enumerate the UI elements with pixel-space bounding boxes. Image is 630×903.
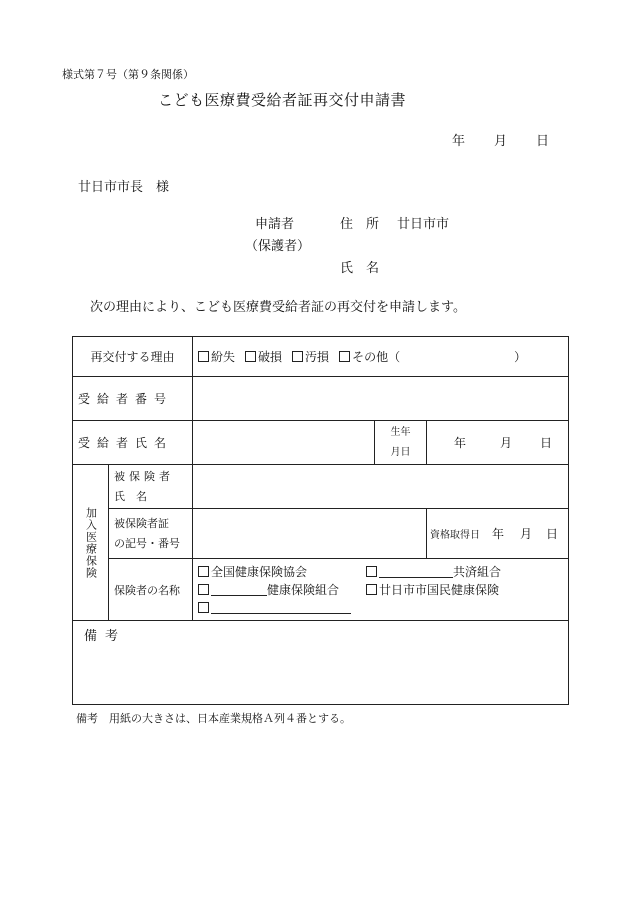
remarks-area[interactable] [73, 621, 569, 705]
insurer-options [193, 559, 569, 621]
insurer-kyokai-label: 全国健康保険協会 [211, 564, 308, 579]
address-label: 住 所 [340, 217, 380, 232]
remarks-label: 備考 [84, 629, 127, 644]
address-value: 廿日市市 [397, 217, 450, 232]
birth-month-label: 月 [500, 436, 513, 450]
insurer-row [73, 559, 569, 621]
checkbox-icon [292, 351, 303, 362]
form-number: 様式第７号（第９条関係） [62, 68, 194, 81]
name-label: 氏 名 [340, 261, 380, 276]
checkbox-icon [198, 602, 209, 613]
recipient-number-input[interactable] [193, 377, 569, 421]
birth-label-line1: 生年 [390, 426, 411, 438]
reason-lost-label: 紛失 [211, 350, 236, 364]
reason-lost-checkbox[interactable] [198, 348, 235, 365]
insured-name-label-line2: 氏 名 [114, 489, 147, 503]
checkbox-icon [198, 351, 209, 362]
date-month-label: 月 [494, 134, 508, 149]
recipient-number-label: 受給者番号 [73, 377, 193, 421]
reason-label: 再交付する理由 [73, 337, 193, 377]
application-date [452, 130, 549, 149]
addressee: 廿日市市長 様 [78, 180, 170, 195]
checkbox-icon [366, 584, 377, 595]
form-title: こども医療費受給者証再交付申請書 [158, 91, 407, 109]
recipient-name-label: 受給者氏名 [73, 421, 193, 465]
qualification-date [427, 509, 569, 559]
qual-day-label: 日 [546, 527, 559, 541]
insurer-other-checkbox[interactable] [198, 601, 351, 615]
insurer-kenpo-checkbox[interactable] [198, 581, 366, 599]
recipient-number-row [73, 377, 569, 421]
footnote: 備考 用紙の大きさは、日本産業規格Ａ列４番とする。 [76, 712, 351, 725]
insured-card-row [73, 509, 569, 559]
reason-damaged-checkbox[interactable] [245, 348, 282, 365]
applicant-label: 申請者 [255, 217, 295, 232]
insured-name-label-line1: 被保険者 [114, 469, 174, 483]
insured-name-row [73, 465, 569, 509]
reason-soiled-label: 汚損 [305, 350, 330, 364]
guardian-label: （保護者） [245, 239, 311, 254]
insured-card-label [109, 509, 193, 559]
insurance-section-label: 加入医療保険 [73, 465, 109, 621]
qual-month-label: 月 [520, 527, 533, 541]
qualification-date-label: 資格取得日 [430, 530, 481, 541]
recipient-name-row [73, 421, 569, 465]
birth-year-label: 年 [454, 436, 467, 450]
insured-card-label-line2: の記号・番号 [114, 536, 180, 550]
insurer-kyosai-checkbox[interactable] [366, 565, 501, 579]
date-year-label: 年 [452, 134, 466, 149]
reason-other-label: その他（ [352, 350, 401, 364]
reason-soiled-checkbox[interactable] [292, 348, 329, 365]
insurer-kyosai-label: 共済組合 [453, 564, 502, 579]
kyosai-blank-line[interactable] [379, 565, 453, 578]
reason-row [73, 337, 569, 377]
other-insurer-blank-line[interactable] [211, 601, 351, 614]
insured-card-label-line1: 被保険者証 [114, 516, 169, 530]
insured-name-input[interactable] [193, 465, 569, 509]
checkbox-icon [198, 584, 209, 595]
checkbox-icon [198, 566, 209, 577]
date-day-label: 日 [536, 134, 550, 149]
insurer-kokuho-label: 廿日市市国民健康保険 [379, 582, 500, 597]
checkbox-icon [366, 566, 377, 577]
remarks-row [73, 621, 569, 705]
reason-other-checkbox[interactable] [339, 348, 400, 365]
application-statement: 次の理由により、こども医療費受給者証の再交付を申請します。 [90, 300, 466, 315]
insurer-name-label: 保険者の名称 [109, 559, 193, 621]
birth-label-line2: 月日 [390, 446, 411, 458]
application-form-table [72, 336, 569, 705]
insurer-kyokai-checkbox[interactable] [198, 563, 366, 581]
reason-damaged-label: 破損 [258, 350, 283, 364]
recipient-name-input[interactable] [193, 421, 375, 465]
insurer-kenpo-label: 健康保険組合 [267, 582, 340, 597]
reason-options [193, 337, 569, 377]
insured-card-input[interactable] [193, 509, 427, 559]
checkbox-icon [245, 351, 256, 362]
insured-name-label [109, 465, 193, 509]
birth-day-label: 日 [540, 436, 553, 450]
birth-date-input[interactable] [427, 421, 569, 465]
qual-year-label: 年 [492, 527, 505, 541]
insurer-kokuho-checkbox[interactable] [366, 583, 499, 597]
kenpo-blank-line[interactable] [211, 583, 267, 596]
reason-close-paren: ） [514, 350, 527, 364]
checkbox-icon [339, 351, 350, 362]
birth-date-label [375, 421, 427, 465]
